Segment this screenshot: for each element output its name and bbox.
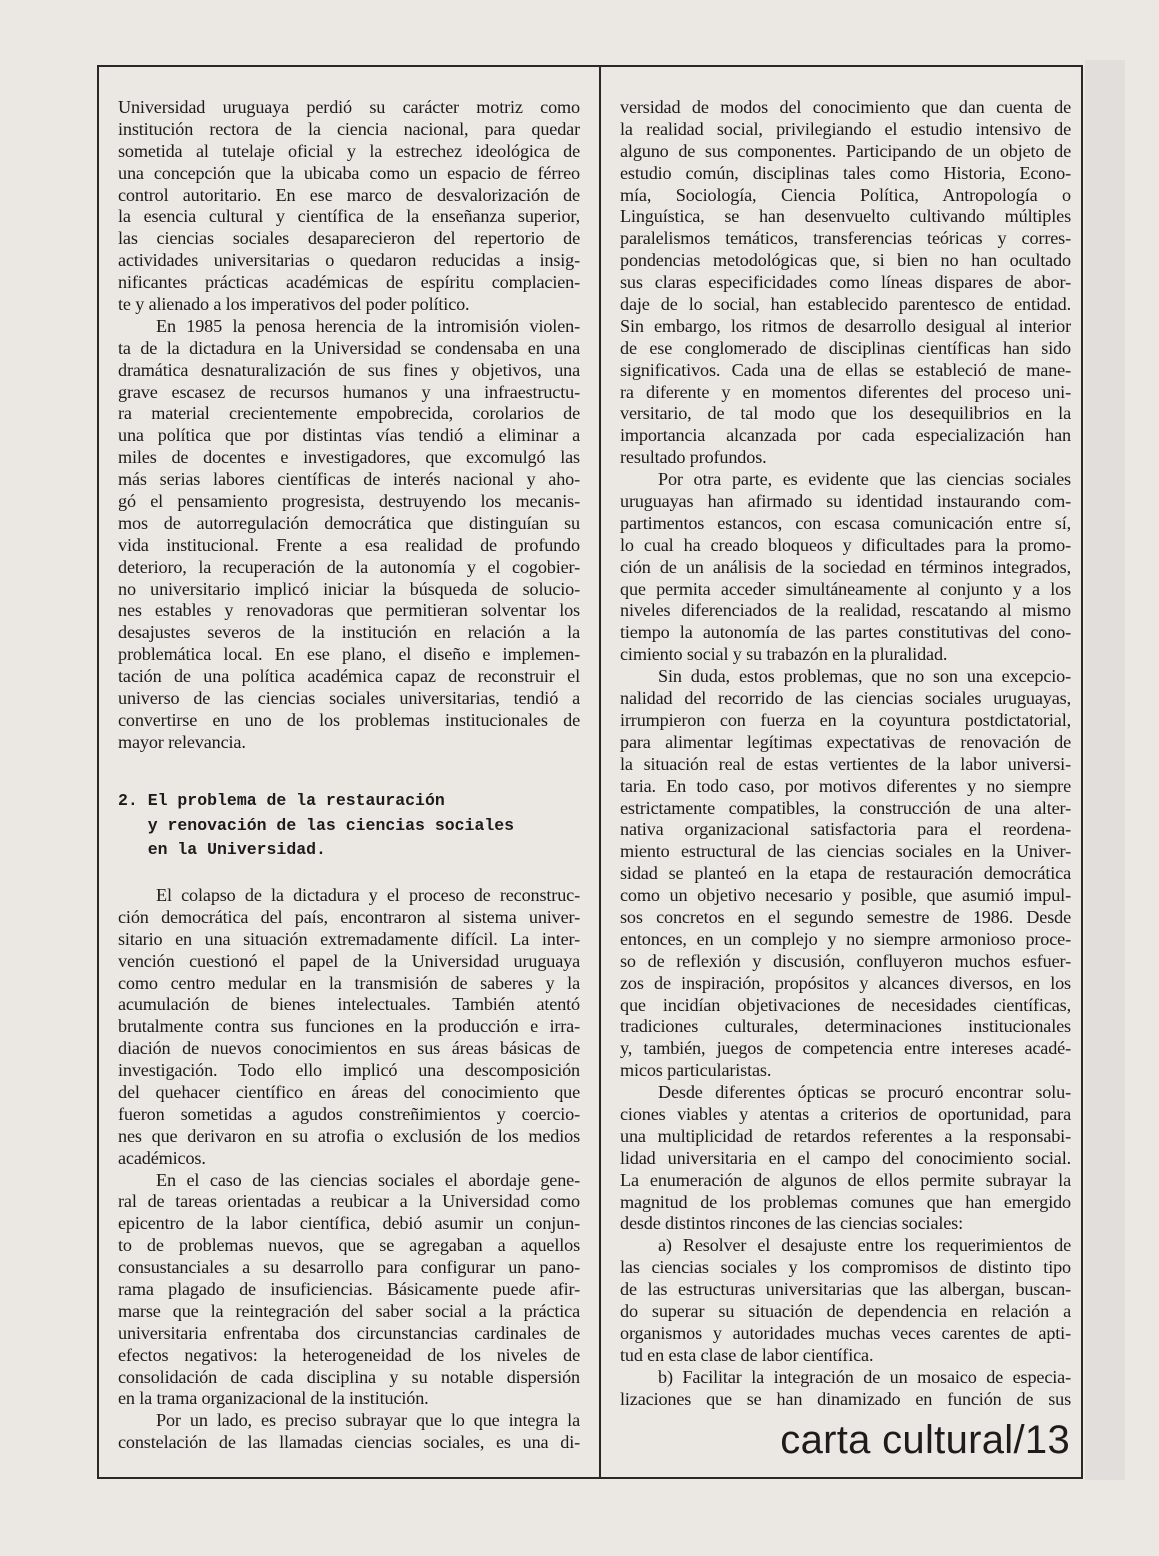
- text-line: irrumpieron con fuerza en la coyuntura postdictatorial,: [620, 709, 1071, 730]
- text-line: nificantes prácticas académicas de espíritu complacien-: [118, 272, 580, 293]
- text-line: paralelismos temáticos, transferencias teóricas y corres-: [620, 228, 1071, 249]
- text-line: to de problemas nuevos, que se agregaban a aquellos: [118, 1235, 580, 1256]
- text-line: de las estructuras universitarias que las albergan, buscan-: [620, 1279, 1071, 1300]
- text-line: estudio común, disciplinas tales como Historia, Econo-: [620, 162, 1071, 183]
- text-line: ción democrática del país, encontraron al sistema univer-: [118, 906, 580, 927]
- text-line: dramática desnaturalización de sus fines y objetivos, una: [118, 359, 580, 380]
- text-line: las ciencias sociales desaparecieron del repertorio de: [118, 228, 580, 249]
- text-line: ral de tareas orientadas a reubicar a la Universidad como: [118, 1191, 580, 1212]
- section-heading-line: 2. El problema de la restauración: [118, 791, 445, 810]
- text-line: ra material crecientemente empobrecida, corolarios de: [118, 403, 580, 424]
- section-heading-line: y renovación de las ciencias sociales: [118, 815, 515, 835]
- text-line: deterioro, la recuperación de la autonomía y el cogobier-: [118, 556, 580, 577]
- paragraph: [118, 316, 580, 754]
- text-line: desde distintos rincones de las ciencias sociales:: [620, 1213, 964, 1234]
- text-line: grave escasez de recursos humanos y una infraestructu-: [118, 381, 580, 402]
- text-line: rama plagado de insuficiencias. Básicamente puede afir-: [118, 1279, 580, 1300]
- text-line: vida institucional. Frente a esa realidad de profundo: [118, 534, 580, 555]
- paragraph: [620, 97, 1071, 469]
- paper-shadow: [1085, 60, 1125, 1480]
- text-line: Sin embargo, los ritmos de desarrollo desigual al interior: [620, 315, 1071, 336]
- text-line: académicos.: [118, 1147, 206, 1168]
- text-line: ción de un análisis de la sociedad en términos integrados,: [620, 556, 1071, 577]
- text-line: control autoritario. En ese marco de desvalorización de: [118, 184, 580, 205]
- text-line: entonces, en un complejo y no siempre armonioso proce-: [620, 928, 1071, 949]
- text-line: sometida al tutelaje oficial y la estrechez ideológica de: [118, 140, 580, 161]
- text-line: nes estables y renovadoras que permitieran solventar los: [118, 600, 580, 621]
- text-line: magnitud de los problemas comunes que han emergido: [620, 1191, 1071, 1212]
- text-line: miles de docentes e investigadores, que excomulgó las: [118, 447, 580, 468]
- section-heading: [118, 789, 514, 863]
- text-line: niveles diferenciados de la realidad, rescatando al mismo: [620, 600, 1071, 621]
- text-line: la realidad social, privilegiando el estudio intensivo de: [620, 118, 1071, 139]
- column-divider: [599, 65, 601, 1479]
- text-line: tradiciones culturales, determinaciones institucionales: [620, 1016, 1071, 1037]
- text-line: ra diferente y en momentos diferentes del proceso uni-: [620, 381, 1071, 402]
- text-line: constelación de las llamadas ciencias sociales, es una di-: [118, 1432, 580, 1453]
- text-line: cimiento social y su trabazón en la pluralidad.: [620, 644, 948, 665]
- text-line: más serias labores científicas de interés nacional y aho-: [118, 469, 580, 490]
- text-line: universitaria enfrentaba dos circunstancias cardinales de: [118, 1322, 580, 1343]
- text-line: epicentro de la labor científica, debió asumir un conjun-: [118, 1213, 580, 1234]
- text-line: lo cual ha creado bloqueos y dificultades para la promo-: [620, 534, 1071, 555]
- paragraph: [620, 469, 1071, 666]
- text-line: significativos. Cada una de ellas se estableció de mane-: [620, 359, 1071, 380]
- text-line: consolidación de cada disciplina y su notable dispersión: [118, 1366, 580, 1387]
- left-column-bottom-text: [118, 885, 580, 1454]
- text-line: importancia alcanzada por cada especialización han: [620, 425, 1071, 446]
- text-line: b) Facilitar la integración de un mosaico de especia-: [658, 1366, 1071, 1387]
- text-line: sos concretos en el segundo semestre de 1986. Desde: [620, 906, 1071, 927]
- left-column-top-text: [118, 97, 580, 754]
- text-line: micos particularistas.: [620, 1060, 772, 1081]
- text-line: consustanciales a su desarrollo para configurar un pano-: [118, 1257, 580, 1278]
- text-line: las ciencias sociales y los compromisos de distinto tipo: [620, 1257, 1071, 1278]
- text-line: gó el pensamiento progresista, destruyendo los mecanis-: [118, 491, 580, 512]
- text-line: do superar su situación de dependencia en relación a: [620, 1300, 1071, 1321]
- text-line: te y alienado a los imperativos del poder político.: [118, 294, 470, 315]
- text-line: Sin duda, estos problemas, que no son una excepcio-: [658, 666, 1071, 687]
- text-line: lidad universitaria en el campo del conocimiento social.: [620, 1147, 1071, 1168]
- paragraph: [620, 1367, 1071, 1411]
- text-line: marse que la reintegración del saber social a la práctica: [118, 1300, 580, 1321]
- text-line: tud en esta clase de labor científica.: [620, 1344, 874, 1365]
- text-line: En 1985 la penosa herencia de la intromisión violen-: [156, 315, 580, 336]
- text-line: miento estructural de las ciencias sociales en la Univer-: [620, 841, 1071, 862]
- text-line: nalidad del recorrido de las ciencias sociales uruguayas,: [620, 688, 1071, 709]
- text-line: versitario, de tal modo que los desequilibrios en la: [620, 403, 1071, 424]
- text-line: uruguayas han afirmado su identidad instaurando com-: [620, 491, 1071, 512]
- text-line: Linguística, se han desenvuelto cultivando múltiples: [620, 206, 1071, 227]
- page-footer-publication: carta cultural/13: [780, 1418, 1070, 1462]
- paragraph: [118, 1410, 580, 1454]
- text-line: efectos negativos: la heterogeneidad de los niveles de: [118, 1344, 580, 1365]
- text-line: desajustes severos de la institución en relación a la: [118, 622, 580, 643]
- text-line: resultado profundos.: [620, 447, 767, 468]
- text-line: actividades universitarias o quedaron reducidas a insig-: [118, 250, 580, 271]
- text-line: mía, Sociología, Ciencia Política, Antropología o: [620, 184, 1071, 205]
- text-line: sidad se planteó en la etapa de restauración democrática: [620, 863, 1071, 884]
- text-line: no universitario implicó iniciar la búsqueda de solucio-: [118, 578, 580, 599]
- text-line: la esencia cultural y científica de la enseñanza superior,: [118, 206, 580, 227]
- paragraph: [620, 666, 1071, 1082]
- text-line: sitario en una situación extremadamente difícil. La inter-: [118, 928, 580, 949]
- text-line: El colapso de la dictadura y el proceso de reconstruc-: [156, 885, 580, 905]
- paragraph: [620, 1082, 1071, 1235]
- text-line: taria. En todo caso, por motivos diferentes y no siempre: [620, 775, 1071, 796]
- paragraph: [118, 885, 580, 1170]
- text-line: como centro medular en la transmisión de saberes y la: [118, 972, 580, 993]
- text-line: una concepción que la ubicaba como un espacio de férreo: [118, 162, 580, 183]
- text-line: partimentos estancos, con escasa comunicación entre sí,: [620, 512, 1071, 533]
- text-line: ta de la dictadura en la Universidad se condensaba en una: [118, 337, 580, 358]
- text-line: universo de las ciencias sociales universitarias, tendió a: [118, 688, 580, 709]
- text-line: la situación real de estas vertientes de la labor universi-: [620, 753, 1071, 774]
- text-line: para alimentar legítimas expectativas de renovación de: [620, 731, 1071, 752]
- text-line: versidad de modos del conocimiento que dan cuenta de: [620, 97, 1071, 117]
- text-line: alguno de sus componentes. Participando de un objeto de: [620, 140, 1071, 161]
- text-line: Por un lado, es preciso subrayar que lo que integra la: [156, 1410, 580, 1431]
- text-line: problemática local. En ese plano, el diseño e implemen-: [118, 644, 580, 665]
- text-line: estrictamente compatibles, la construcción de una alter-: [620, 797, 1071, 818]
- text-line: Universidad uruguaya perdió su carácter motriz como: [118, 97, 580, 117]
- text-line: fueron sometidas a agudos constreñimientos y coercio-: [118, 1103, 580, 1124]
- text-line: brutalmente contra sus funciones en la producción e irra-: [118, 1016, 580, 1037]
- text-line: nes que derivaron en su atrofia o exclusión de los medios: [118, 1125, 580, 1146]
- text-line: tación de una política académica capaz de reconstruir el: [118, 666, 580, 687]
- text-line: institución rectora de la ciencia nacional, para quedar: [118, 118, 580, 139]
- text-line: que incidían objetivaciones de necesidades científicas,: [620, 994, 1071, 1015]
- text-line: que permita acceder simultáneamente al conjunto y a los: [620, 578, 1071, 599]
- text-line: zos de inspiración, propósitos y alcances diversos, en los: [620, 972, 1071, 993]
- paragraph: [118, 1170, 580, 1411]
- text-line: mos de autorregulación democrática que distinguían su: [118, 512, 580, 533]
- text-line: una política que por distintas vías tendió a eliminar a: [118, 425, 580, 446]
- text-line: vención cuestionó el papel de la Universidad uruguaya: [118, 950, 580, 971]
- text-line: La enumeración de algunos de ellos permite subrayar la: [620, 1169, 1071, 1190]
- text-line: de ese conglomerado de disciplinas científicas han sido: [620, 337, 1071, 358]
- paragraph: [620, 1235, 1071, 1366]
- text-line: lizaciones que se han dinamizado en función de sus: [620, 1388, 1071, 1409]
- paragraph: [118, 97, 580, 316]
- text-line: Por otra parte, es evidente que las ciencias sociales: [658, 469, 1071, 490]
- text-line: investigación. Todo ello implicó una descomposición: [118, 1060, 580, 1081]
- text-line: diación de nuevos conocimientos en sus áreas básicas de: [118, 1038, 580, 1059]
- text-line: pondencias metodológicas que, si bien no han ocultado: [620, 250, 1071, 271]
- text-line: una multiplicidad de retardos referentes a la responsabi-: [620, 1125, 1071, 1146]
- text-line: como un objetivo necesario y posible, que asumió impul-: [620, 885, 1071, 906]
- text-line: ciones viables y atentas a criterios de oportunidad, para: [620, 1103, 1071, 1124]
- text-line: sus claras especificidades como líneas dispares de abor-: [620, 272, 1071, 293]
- text-line: a) Resolver el desajuste entre los requerimientos de: [658, 1235, 1071, 1256]
- text-line: del quehacer científico en áreas del conocimiento que: [118, 1082, 580, 1103]
- text-line: so de reflexión y discusión, confluyeron muchos esfuer-: [620, 950, 1071, 971]
- text-line: convertirse en uno de los problemas institucionales de: [118, 709, 580, 730]
- text-line: organismos y autoridades muchas veces carentes de apti-: [620, 1322, 1071, 1343]
- text-line: en la trama organizacional de la institución.: [118, 1388, 429, 1409]
- text-line: mayor relevancia.: [118, 731, 246, 752]
- text-line: y, también, juegos de competencia entre intereses acadé-: [620, 1038, 1071, 1059]
- text-line: nativa organizacional satisfactoria para el reordena-: [620, 819, 1071, 840]
- text-line: acumulación de bienes intelectuales. También atentó: [118, 994, 580, 1015]
- text-line: daje de lo social, han establecido parentesco de entidad.: [620, 294, 1071, 315]
- section-heading-line: en la Universidad.: [118, 840, 326, 859]
- text-line: En el caso de las ciencias sociales el abordaje gene-: [156, 1169, 580, 1190]
- text-line: tiempo la autonomía de las partes constitutivas del cono-: [620, 622, 1071, 643]
- right-column-text: [620, 97, 1071, 1410]
- text-line: Desde diferentes ópticas se procuró encontrar solu-: [658, 1082, 1071, 1103]
